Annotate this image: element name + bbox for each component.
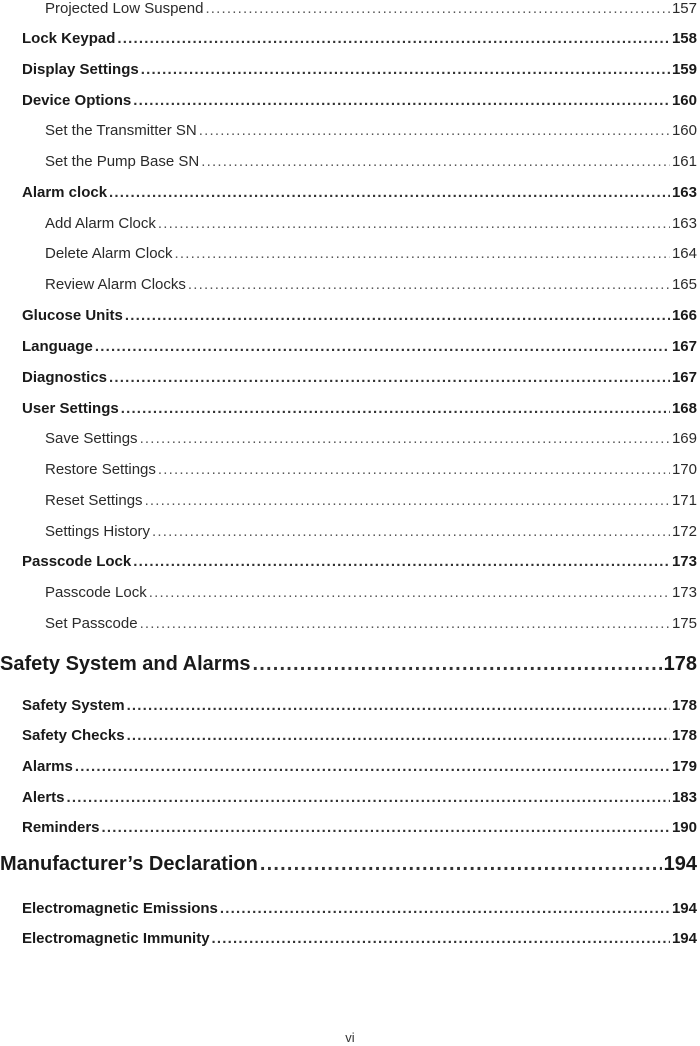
toc-entry-page: 164 xyxy=(671,245,697,262)
dot-leader xyxy=(127,697,670,714)
toc-entry-title: Diagnostics xyxy=(22,369,108,386)
dot-leader xyxy=(260,853,662,876)
toc-entry-title: Language xyxy=(22,338,93,355)
toc-entry-page: 190 xyxy=(671,819,697,836)
toc-entry[interactable] xyxy=(45,615,697,632)
toc-entry-title: Safety System xyxy=(22,697,125,714)
toc-entry-page: 179 xyxy=(671,758,697,775)
dot-leader xyxy=(175,245,670,262)
toc-entry-page: 163 xyxy=(671,215,697,232)
toc-entry[interactable] xyxy=(45,122,697,139)
toc-entry[interactable] xyxy=(22,819,697,836)
toc-entry-page: 160 xyxy=(671,92,697,109)
dot-leader xyxy=(188,276,670,293)
toc-entry-title: Device Options xyxy=(22,92,132,109)
toc-entry-title: Set the Transmitter SN xyxy=(45,122,197,139)
toc-entry[interactable] xyxy=(22,30,697,47)
toc-entry-page: 178 xyxy=(663,653,697,675)
toc-entry-title: Delete Alarm Clock xyxy=(45,245,173,262)
toc-entry-page: 171 xyxy=(671,492,697,509)
toc-entry-title: Lock Keypad xyxy=(22,30,116,47)
toc-entry-page: 172 xyxy=(671,523,697,540)
toc-entry-page: 178 xyxy=(671,697,697,714)
dot-leader xyxy=(121,400,670,417)
toc-entry-page: 159 xyxy=(671,61,697,78)
toc-entry[interactable] xyxy=(22,789,697,806)
toc-entry-title: Set the Pump Base SN xyxy=(45,153,200,170)
toc-entry-title: Safety Checks xyxy=(22,727,125,744)
toc-entry-page: 158 xyxy=(671,30,697,47)
toc-entry-page: 169 xyxy=(671,430,697,447)
dot-leader xyxy=(140,430,670,447)
toc-entry-page: 167 xyxy=(671,338,697,355)
dot-leader xyxy=(127,727,670,744)
toc-entry[interactable] xyxy=(45,153,697,170)
toc-entry-title: Review Alarm Clocks xyxy=(45,276,186,293)
toc-entry-title: Electromagnetic Immunity xyxy=(22,930,210,947)
dot-leader xyxy=(75,758,670,775)
toc-entry[interactable] xyxy=(22,369,697,386)
toc-entry-title: Passcode Lock xyxy=(45,584,147,601)
toc-entry[interactable] xyxy=(45,430,697,447)
toc-entry-page: 163 xyxy=(671,184,697,201)
toc-entry[interactable] xyxy=(22,727,697,744)
toc-entry[interactable] xyxy=(45,461,697,478)
toc-entry[interactable] xyxy=(22,758,697,775)
dot-leader xyxy=(117,30,670,47)
toc-entry[interactable] xyxy=(0,853,697,876)
toc-entry-page: 170 xyxy=(671,461,697,478)
dot-leader xyxy=(158,461,670,478)
toc-entry[interactable] xyxy=(22,184,697,201)
toc-entry-page: 167 xyxy=(671,369,697,386)
toc-entry-title: Passcode Lock xyxy=(22,553,132,570)
toc-entry-title: Manufacturer’s Declaration xyxy=(0,853,258,875)
toc-entry-page: 183 xyxy=(671,789,697,806)
dot-leader xyxy=(252,653,661,676)
dot-leader xyxy=(140,615,670,632)
toc-entry-page: 178 xyxy=(671,727,697,744)
toc-entry-page: 168 xyxy=(671,400,697,417)
dot-leader xyxy=(67,789,670,806)
toc-entry-page: 161 xyxy=(671,153,697,170)
toc-entry[interactable] xyxy=(45,245,697,262)
toc-entry[interactable] xyxy=(22,900,697,917)
toc-entry[interactable] xyxy=(22,400,697,417)
toc-entry-title: Reminders xyxy=(22,819,100,836)
toc-entry[interactable] xyxy=(0,653,697,676)
toc-entry-page: 173 xyxy=(671,553,697,570)
toc-entry-page: 166 xyxy=(671,307,697,324)
toc-entry[interactable] xyxy=(45,276,697,293)
page-number: vi xyxy=(345,1030,355,1045)
toc-entry-page: 173 xyxy=(671,584,697,601)
toc-entry-title: Restore Settings xyxy=(45,461,156,478)
toc-entry-title: Save Settings xyxy=(45,430,138,447)
toc-entry-title: Reset Settings xyxy=(45,492,143,509)
toc-entry-title: Settings History xyxy=(45,523,151,540)
toc-entry-title: Glucose Units xyxy=(22,307,123,324)
toc-entry-title: User Settings xyxy=(22,400,119,417)
dot-leader xyxy=(152,523,670,540)
toc-entry-page: 194 xyxy=(671,900,697,917)
toc-entry-page: 194 xyxy=(663,853,697,875)
toc-entry[interactable] xyxy=(22,338,697,355)
dot-leader xyxy=(109,369,670,386)
toc-entry[interactable] xyxy=(45,492,697,509)
toc-entry-title: Projected Low Suspend xyxy=(45,0,204,17)
dot-leader xyxy=(199,122,670,139)
toc-entry[interactable] xyxy=(22,553,697,570)
dot-leader xyxy=(125,307,670,324)
toc-entry[interactable] xyxy=(22,697,697,714)
toc-entry-title: Add Alarm Clock xyxy=(45,215,156,232)
toc-entry-page: 160 xyxy=(671,122,697,139)
toc-entry[interactable] xyxy=(22,307,697,324)
toc-entry[interactable] xyxy=(45,215,697,232)
dot-leader xyxy=(141,61,670,78)
dot-leader xyxy=(205,0,670,17)
toc-entry-page: 175 xyxy=(671,615,697,632)
toc-entry[interactable] xyxy=(45,584,697,601)
toc-entry-title: Set Passcode xyxy=(45,615,138,632)
dot-leader xyxy=(133,92,670,109)
dot-leader xyxy=(145,492,670,509)
toc-entry[interactable] xyxy=(22,61,697,78)
toc-entry[interactable] xyxy=(22,92,697,109)
toc-entry[interactable] xyxy=(45,523,697,540)
toc-entry-page: 194 xyxy=(671,930,697,947)
dot-leader xyxy=(149,584,670,601)
toc-entry[interactable] xyxy=(45,0,697,17)
dot-leader xyxy=(212,930,670,947)
toc-entry[interactable] xyxy=(22,930,697,947)
toc-entry-title: Display Settings xyxy=(22,61,139,78)
dot-leader xyxy=(102,819,670,836)
dot-leader xyxy=(133,553,670,570)
toc-entry-title: Alerts xyxy=(22,789,65,806)
dot-leader xyxy=(95,338,670,355)
toc-entry-page: 157 xyxy=(671,0,697,17)
toc-entry-page: 165 xyxy=(671,276,697,293)
dot-leader xyxy=(158,215,670,232)
toc-entry-title: Alarm clock xyxy=(22,184,108,201)
toc-entry-title: Electromagnetic Emissions xyxy=(22,900,218,917)
dot-leader xyxy=(201,153,670,170)
toc-entry-title: Alarms xyxy=(22,758,73,775)
toc-entry-title: Safety System and Alarms xyxy=(0,653,251,675)
dot-leader xyxy=(109,184,670,201)
dot-leader xyxy=(220,900,670,917)
